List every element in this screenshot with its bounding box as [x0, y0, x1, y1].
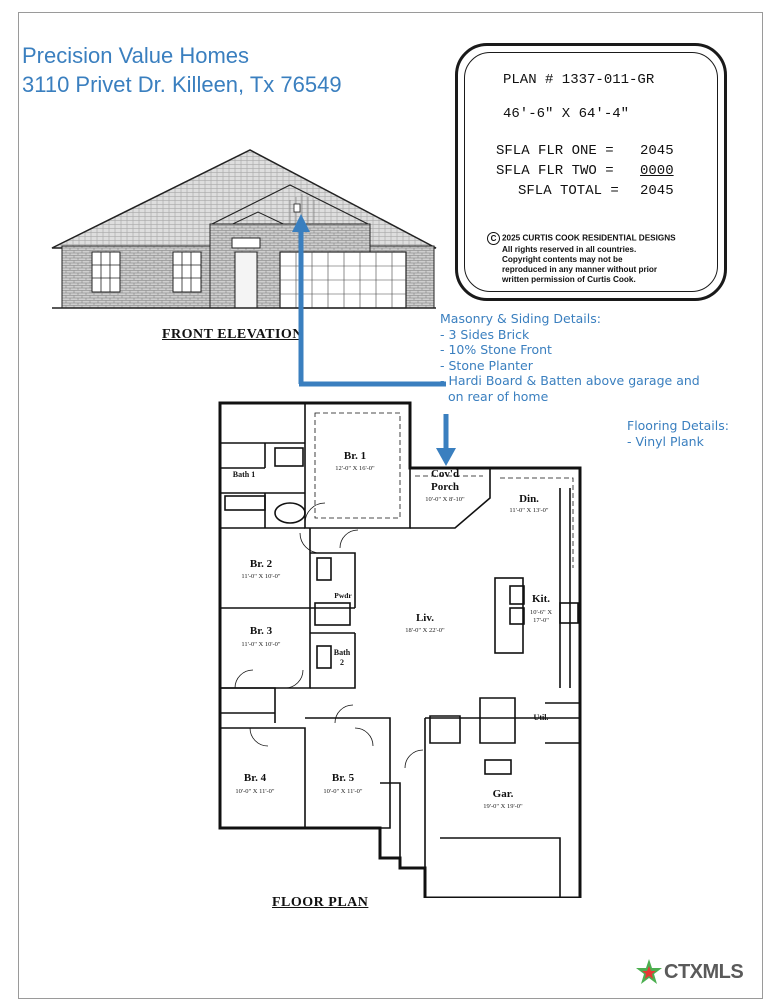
room-living-label: Liv.: [415, 612, 435, 624]
room-br4-label: Br. 4: [243, 772, 267, 784]
room-br5-dim: 10'-0" X 11'-0": [323, 788, 363, 795]
room-kitchen-dim-2: 17'-0": [533, 617, 549, 624]
masonry-item: - 3 Sides Brick: [440, 326, 530, 342]
room-garage-dim: 19'-0" X 19'-0": [483, 803, 523, 810]
room-br2-label: Br. 2: [249, 558, 273, 570]
room-br3-label: Br. 3: [249, 625, 273, 637]
room-utility-label: Util.: [533, 713, 549, 722]
masonry-item: - 10% Stone Front: [440, 342, 552, 357]
sfla-two-value: 0000: [640, 163, 674, 179]
floor-plan-drawing: [215, 398, 590, 898]
room-br2-dim: 11'-0" X 10'-0": [241, 573, 281, 580]
room-br3-dim: 11'-0" X 10'-0": [241, 641, 281, 648]
masonry-item: - Stone Planter: [440, 357, 533, 373]
company-name: Precision Value Homes: [22, 43, 250, 68]
floor-plan-caption: FLOOR PLAN: [272, 895, 369, 910]
room-dining-label: Din.: [519, 493, 539, 505]
room-porch-label-2: Porch: [431, 481, 459, 493]
plan-dimensions: 46'-6" X 64'-4": [503, 106, 630, 122]
room-bath2-label: Bath: [333, 648, 351, 657]
flooring-item: - Vinyl Plank: [627, 433, 704, 449]
plan-number: PLAN # 1337-011-GR: [503, 72, 655, 88]
masonry-item: - Hardi Board & Batten above garage and: [440, 373, 700, 388]
room-br5-label: Br. 5: [331, 772, 355, 784]
room-garage-label: Gar.: [492, 788, 514, 800]
room-dining-dim: 11'-0" X 13'-0": [509, 507, 549, 514]
room-br4-dim: 10'-0" X 11'-0": [235, 788, 275, 795]
sfla-one-label: SFLA FLR ONE =: [496, 143, 614, 159]
flooring-title: Flooring Details:: [627, 418, 729, 433]
room-powder-label: Pwdr: [334, 591, 352, 600]
room-porch-dim: 10'-0" X 8'-10": [425, 496, 465, 503]
room-living-dim: 18'-0" X 22'-0": [405, 627, 445, 634]
copyright-icon: C: [487, 232, 500, 245]
property-address: 3110 Privet Dr. Killeen, Tx 76549: [22, 72, 342, 97]
room-kitchen-label: Kit.: [531, 593, 551, 605]
room-br1-label: Br. 1: [343, 450, 367, 462]
sfla-two-label: SFLA FLR TWO =: [496, 163, 614, 179]
sfla-one-value: 2045: [640, 143, 674, 159]
ctxmls-logo-text: CTXMLS: [664, 960, 744, 983]
sfla-total-label: SFLA TOTAL =: [518, 183, 619, 199]
room-bath1-label: Bath 1: [232, 470, 256, 479]
room-kitchen-dim: 10'-6" X: [529, 609, 553, 616]
sfla-total-value: 2045: [640, 183, 674, 199]
room-bath2-label-2: 2: [340, 658, 344, 667]
room-porch-label: Cov'd: [430, 468, 460, 480]
texas-star-icon: [634, 957, 664, 987]
masonry-item: on rear of home: [440, 388, 549, 404]
room-br1-dim: 12'-0" X 16'-0": [335, 465, 375, 472]
masonry-title: Masonry & Siding Details:: [440, 311, 601, 326]
ctxmls-logo: [634, 957, 743, 987]
front-elevation-caption: FRONT ELEVATION: [162, 327, 303, 342]
copyright-notice: C 2025 CURTIS COOK RESIDENTIAL DESIGNS All rights reserved in all countries. Copyright contents may not be reproduced in any manner without prior written permission of Curtis Cook.: [487, 232, 717, 285]
